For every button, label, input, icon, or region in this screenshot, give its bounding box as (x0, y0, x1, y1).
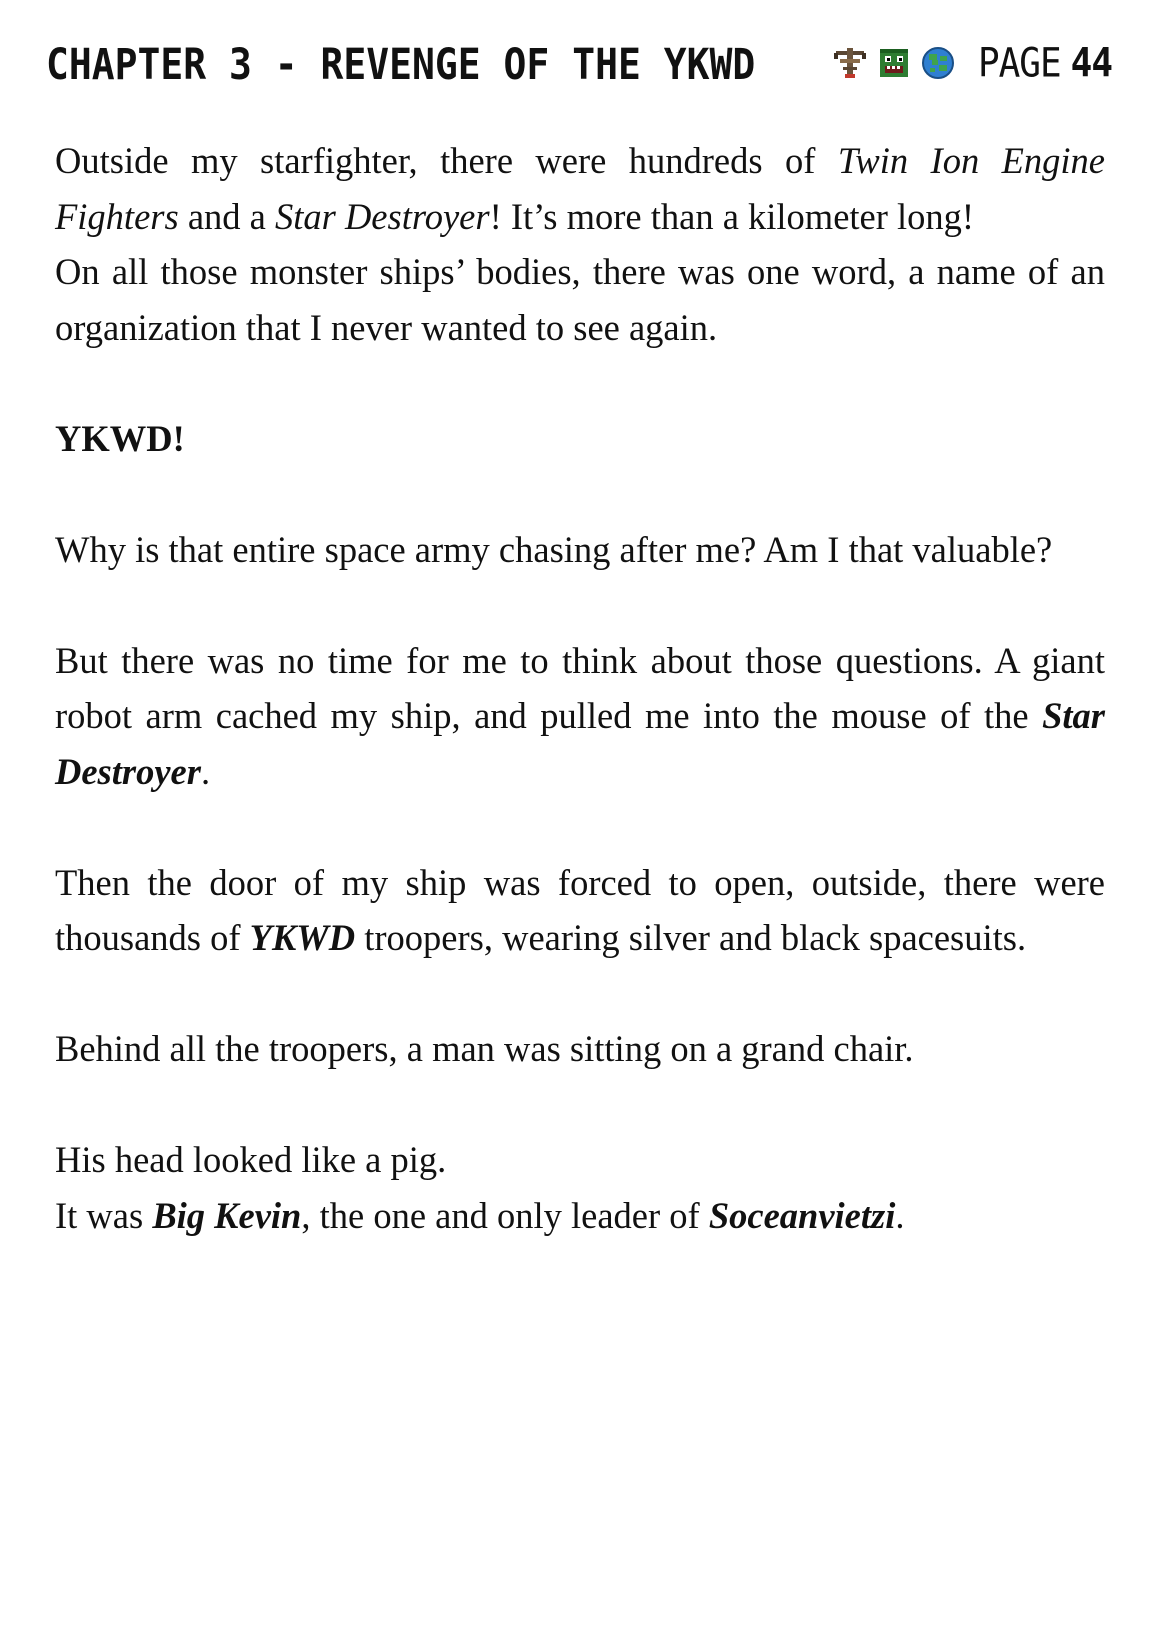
emphasis-text: Twin Ion Engine Fighters (55, 140, 1106, 237)
emphasis-text: Star Destroyer (55, 695, 1105, 792)
paragraph-7: His head looked like a pig. (55, 1139, 447, 1180)
paragraph-gap (55, 355, 1105, 411)
pixel-creature-icon (876, 45, 912, 81)
paragraph-gap (55, 466, 1105, 522)
paragraph-text: . (200, 750, 211, 792)
emphasis-text: Star Destroyer (274, 195, 490, 237)
paragraph-4 (55, 633, 1105, 800)
story-body (55, 133, 1105, 1243)
paragraph-text: troopers, wearing silver and black spacesuits. (355, 917, 1027, 958)
section-heading: YKWD! (55, 417, 185, 459)
chapter-title: CHAPTER 3 - REVENGE OF THE YKWD (46, 40, 756, 90)
page-label: PAGE (977, 40, 1061, 86)
paragraph-2: On all those monster ships’ bodies, there was one word, a name of an organization that I never wanted to see again. (55, 251, 1105, 348)
paragraph-5 (55, 855, 1105, 966)
paragraph-gap (55, 799, 1105, 855)
page-number: 44 (1070, 40, 1112, 86)
paragraph-text: . (895, 1194, 905, 1236)
emphasis-text: Big Kevin (152, 1194, 302, 1236)
paragraph-8 (55, 1188, 1105, 1244)
globe-icon (920, 45, 956, 81)
page-header (46, 40, 1112, 90)
paragraph-text: It was (55, 1194, 153, 1236)
paragraph-text: ! It’s more than a kilometer long! (489, 195, 975, 237)
paragraph-6: Behind all the troopers, a man was sitting on a grand chair. (55, 1028, 914, 1069)
paragraph-text: But there was no time for me to think about those questions. A giant robot arm cached my ship, and pulled me into the mouse of the (55, 639, 1105, 736)
paragraph-text: Then the door of my ship was forced to open, outside, there were thousands of (55, 861, 1105, 958)
paragraph-gap (55, 966, 1105, 1022)
emphasis-text: Soceanvietzi (708, 1194, 896, 1236)
ship-icon (832, 45, 868, 81)
header-right (832, 40, 1112, 86)
paragraph-text: Outside my starfighter, there were hundreds of (55, 140, 838, 181)
paragraph-3: Why is that entire space army chasing after me? Am I that valuable? (55, 528, 1053, 570)
paragraph-1 (55, 133, 1105, 244)
paragraph-gap (55, 1077, 1105, 1133)
paragraph-text: and a (178, 195, 275, 237)
emphasis-text: YKWD (249, 917, 356, 958)
paragraph-text: , the one and only leader of (301, 1194, 709, 1236)
paragraph-gap (55, 577, 1105, 633)
